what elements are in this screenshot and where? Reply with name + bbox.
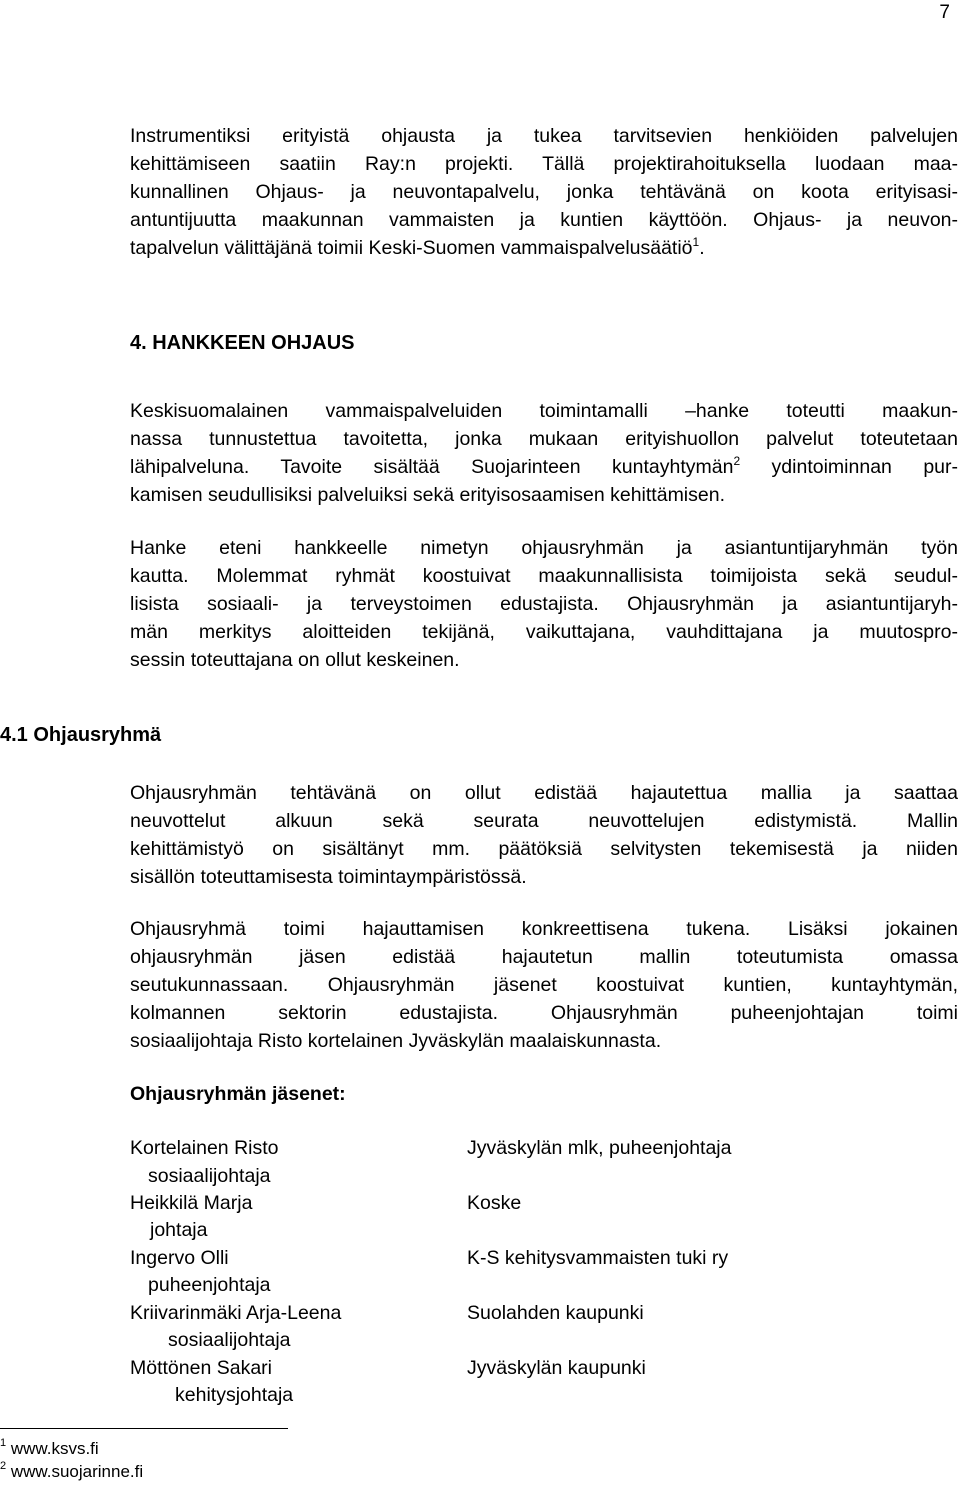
text-line: kolmannen sektorin edustajista. Ohjausryhmän puheenjohtajan toimi — [130, 1002, 958, 1024]
text-line: lisista sosiaali- ja terveystoimen edustajista. Ohjausryhmän ja asiantuntijaryh- — [130, 593, 958, 615]
member-name: Möttönen Sakari — [130, 1357, 272, 1379]
text-line: ohjausryhmän jäsen edistää hajautetun mallin toteutumista omassa — [130, 946, 958, 968]
text-line: kehittämistyö on sisältänyt mm. päätöksiä selvitysten tekemisestä ja niiden — [130, 838, 958, 860]
text-line: sessin toteuttajana on ollut keskeinen. — [130, 649, 460, 671]
page-number: 7 — [939, 2, 950, 23]
subsection-heading: 4.1 Ohjausryhmä — [0, 724, 162, 746]
member-role: kehitysjohtaja — [175, 1384, 294, 1406]
text-line: nassa tunnustettua tavoitetta, jonka mukaan erityishuollon palvelut toteutetaan — [130, 428, 958, 450]
member-organization: Suolahden kaupunki — [467, 1302, 644, 1324]
member-role: johtaja — [150, 1219, 208, 1241]
text-line: Ohjausryhmä toimi hajauttamisen konkreettisena tukena. Lisäksi jokainen — [130, 918, 958, 940]
member-role: sosiaalijohtaja — [148, 1165, 271, 1187]
text-line: tapalvelun välittäjänä toimii Keski-Suomen vammaispalvelusäätiö$^1$. — [130, 234, 705, 259]
footnote-number: 2 — [0, 1460, 7, 1473]
intro-paragraph — [130, 122, 958, 262]
footnote: $^1$ www.ksvs.fi — [0, 1437, 99, 1458]
member-role: puheenjohtaja — [148, 1274, 271, 1296]
member-organization: Jyväskylän mlk, puheenjohtaja — [467, 1137, 732, 1159]
section41-paragraph-2 — [130, 915, 958, 1055]
text-line: neuvottelut alkuun sekä seurata neuvottelujen edistymistä. Mallin — [130, 810, 958, 832]
text-line: kautta. Molemmat ryhmät koostuivat maakunnallisista toimijoista sekä seudul- — [130, 565, 958, 587]
text-line: kunnallinen Ohjaus- ja neuvontapalvelu, jonka tehtävänä on koota erityisasi- — [130, 181, 958, 203]
section4-paragraph-1 — [130, 397, 958, 509]
text-line: antuntijuutta maakunnan vammaisten ja kuntien käyttöön. Ohjaus- ja neuvon- — [130, 209, 958, 231]
member-name: Kriivarinmäki Arja-Leena — [130, 1302, 342, 1324]
text-line: lähipalveluna. Tavoite sisältää Suojarinteen kuntayhtymän$^2$ ydintoiminnan pur- — [130, 453, 958, 478]
text-line: sosiaalijohtaja Risto kortelainen Jyväskylän maalaiskunnasta. — [130, 1030, 662, 1052]
member-name: Ingervo Olli — [130, 1247, 229, 1269]
section41-paragraph-1 — [130, 779, 958, 891]
footnote-ref: 1 — [692, 234, 700, 249]
text-line: Ohjausryhmän tehtävänä on ollut edistää hajautettua mallia ja saattaa — [130, 782, 958, 804]
text-line: kamisen seudullisiksi palveluiksi sekä erityisosaamisen kehittämisen. — [130, 484, 725, 506]
footnote-ref: 2 — [733, 453, 741, 468]
text-line: kehittämiseen saatiin Ray:n projekti. Tällä projektirahoituksella luodaan maa- — [130, 153, 958, 175]
member-organization: Koske — [467, 1192, 522, 1214]
footnote-number: 1 — [0, 1437, 7, 1450]
member-role: sosiaalijohtaja — [168, 1329, 291, 1351]
text-line: seutukunnassaan. Ohjausryhmän jäsenet koostuivat kuntien, kuntayhtymän, — [130, 974, 958, 996]
text-line: män merkitys aloitteiden tekijänä, vaikuttajana, vauhdittajana ja muutospro- — [130, 621, 958, 643]
member-organization: K-S kehitysvammaisten tuki ry — [467, 1247, 729, 1269]
member-name: Heikkilä Marja — [130, 1192, 253, 1214]
text-line: Keskisuomalainen vammaispalveluiden toimintamalli –hanke toteutti maakun- — [130, 400, 958, 422]
footnote: $^2$ www.suojarinne.fi — [0, 1460, 144, 1481]
section-heading: 4. HANKKEEN OHJAUS — [130, 332, 355, 354]
text-line: Hanke eteni hankkeelle nimetyn ohjausryhmän ja asiantuntijaryhmän työn — [130, 537, 958, 559]
member-name: Kortelainen Risto — [130, 1137, 279, 1159]
section4-paragraph-2 — [130, 534, 958, 674]
members-title: Ohjausryhmän jäsenet: — [130, 1083, 346, 1105]
text-line: Instrumentiksi erityistä ohjausta ja tukea tarvitsevien henkiöiden palvelujen — [130, 125, 958, 147]
text-line: sisällön toteuttamisesta toimintaympäristössä. — [130, 866, 527, 888]
member-organization: Jyväskylän kaupunki — [467, 1357, 646, 1379]
footnote-separator — [0, 1428, 288, 1429]
